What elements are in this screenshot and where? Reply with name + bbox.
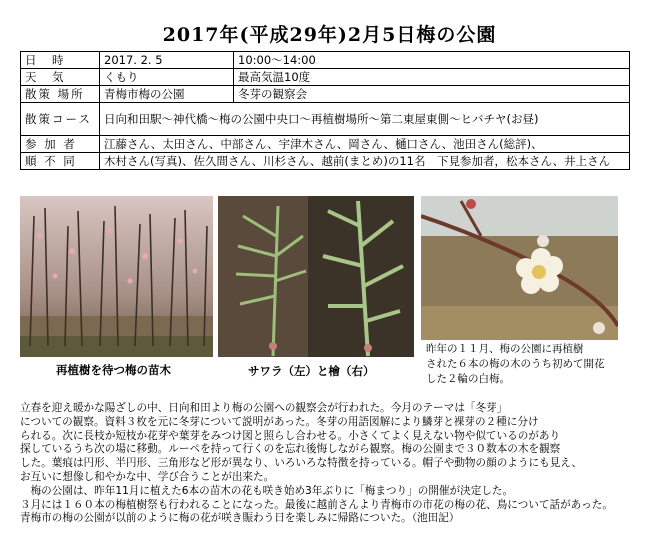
max-temp-value: 最高気温10度 <box>234 69 630 86</box>
blossom-caption <box>426 342 605 387</box>
blossom-caption-line: 昨年の１１月、梅の公園に再植樹 <box>426 343 584 355</box>
place-value: 青梅市梅の公園 <box>100 86 234 103</box>
report-line: についての観察。資料３枚を元に冬芽について説明があった。冬芽の用語図解により鱗芽と裸芽の２種に分け <box>20 415 539 428</box>
course-row <box>21 103 630 136</box>
date-label: 日 時 <box>21 52 100 69</box>
course-value: 日向和田駅～神代橋～梅の公園中央口～再植樹場所～第二東屋東側～ヒバチヤ(お昼) <box>100 103 630 136</box>
theme-value: 冬芽の観察会 <box>234 86 630 103</box>
blossom-caption-line: した２輪の白梅。 <box>426 373 510 385</box>
time-value: 10:00～14:00 <box>234 52 630 69</box>
foliage-photo <box>218 196 414 357</box>
report-line: 青梅市の梅の公園が以前のように梅の花が咲き賑わう日を楽しみに帰路についた。（池田記） <box>20 512 460 525</box>
weather-label: 天 気 <box>21 69 100 86</box>
report-line: 梅の公園は、昨年11月に植えた6本の苗木の花も咲き始め3年ぶりに「梅まつり」の開催が決定した。 <box>20 484 514 497</box>
foliage-caption: サワラ（左）と檜（右） <box>248 364 375 378</box>
order-label: 順 不 同 <box>21 153 100 170</box>
date-value: 2017. 2. 5 <box>100 52 234 69</box>
blossom-caption-line: された６本の梅の木のうち初めて開花 <box>426 358 605 370</box>
report-line: られる。次に長枝か短枝か花芽や葉芽をみつけ図と照らし合わせる。小さくてよく見えない物や似ているのがあり <box>20 429 561 442</box>
participants-row-2 <box>21 153 630 170</box>
weather-row <box>21 69 630 86</box>
course-label: 散策コース <box>21 103 100 136</box>
place-label: 散策 場所 <box>21 86 100 103</box>
report-line: お互いに想像し和やかな中、学び合うことが出来た。 <box>20 470 275 483</box>
place-row <box>21 86 630 103</box>
participants-value-2: 木村さん(写真)、佐久間さん、川杉さん、越前(まとめ)の11名 下見参加者，松本さん、井上さん <box>100 153 630 170</box>
date-row <box>21 52 630 69</box>
sapling-caption: 再植樹を待つ梅の苗木 <box>56 363 171 377</box>
participants-value-1: 江藤さん、太田さん、中部さん、宇津木さん、岡さん、樋口さん、池田さん(総評)、 <box>100 136 630 153</box>
weather-value: くもり <box>100 69 234 86</box>
report-text <box>20 402 650 526</box>
event-info-table <box>20 51 630 170</box>
participants-label: 参 加 者 <box>21 136 100 153</box>
page-title: 2017年(平成29年)2月5日梅の公園 <box>162 24 497 46</box>
report-line: した。葉痕は円形、半円形、三角形など形が異なり、いろいろな特徴を持っている。帽子や動物の顔のようにも見え、 <box>20 457 583 470</box>
participants-row-1 <box>21 136 630 153</box>
sapling-photo <box>20 196 213 357</box>
report-line: 立春を迎え暖かな陽ざしの中、日向和田より梅の公園への観察会が行われた。今月のテーマは「冬芽」 <box>20 402 508 414</box>
report-line: 探しているうち次の場に移動。ルーペを持って行くのを忘れ後悔しながら観察。梅の公園まで３０数本の木を観察 <box>20 443 561 456</box>
blossom-photo <box>421 196 618 340</box>
report-line: ３月には１６０本の梅植樹祭も行われることになった。最後に越前さんより青梅市の市花の梅の花、鳥について話があった。 <box>20 498 613 511</box>
